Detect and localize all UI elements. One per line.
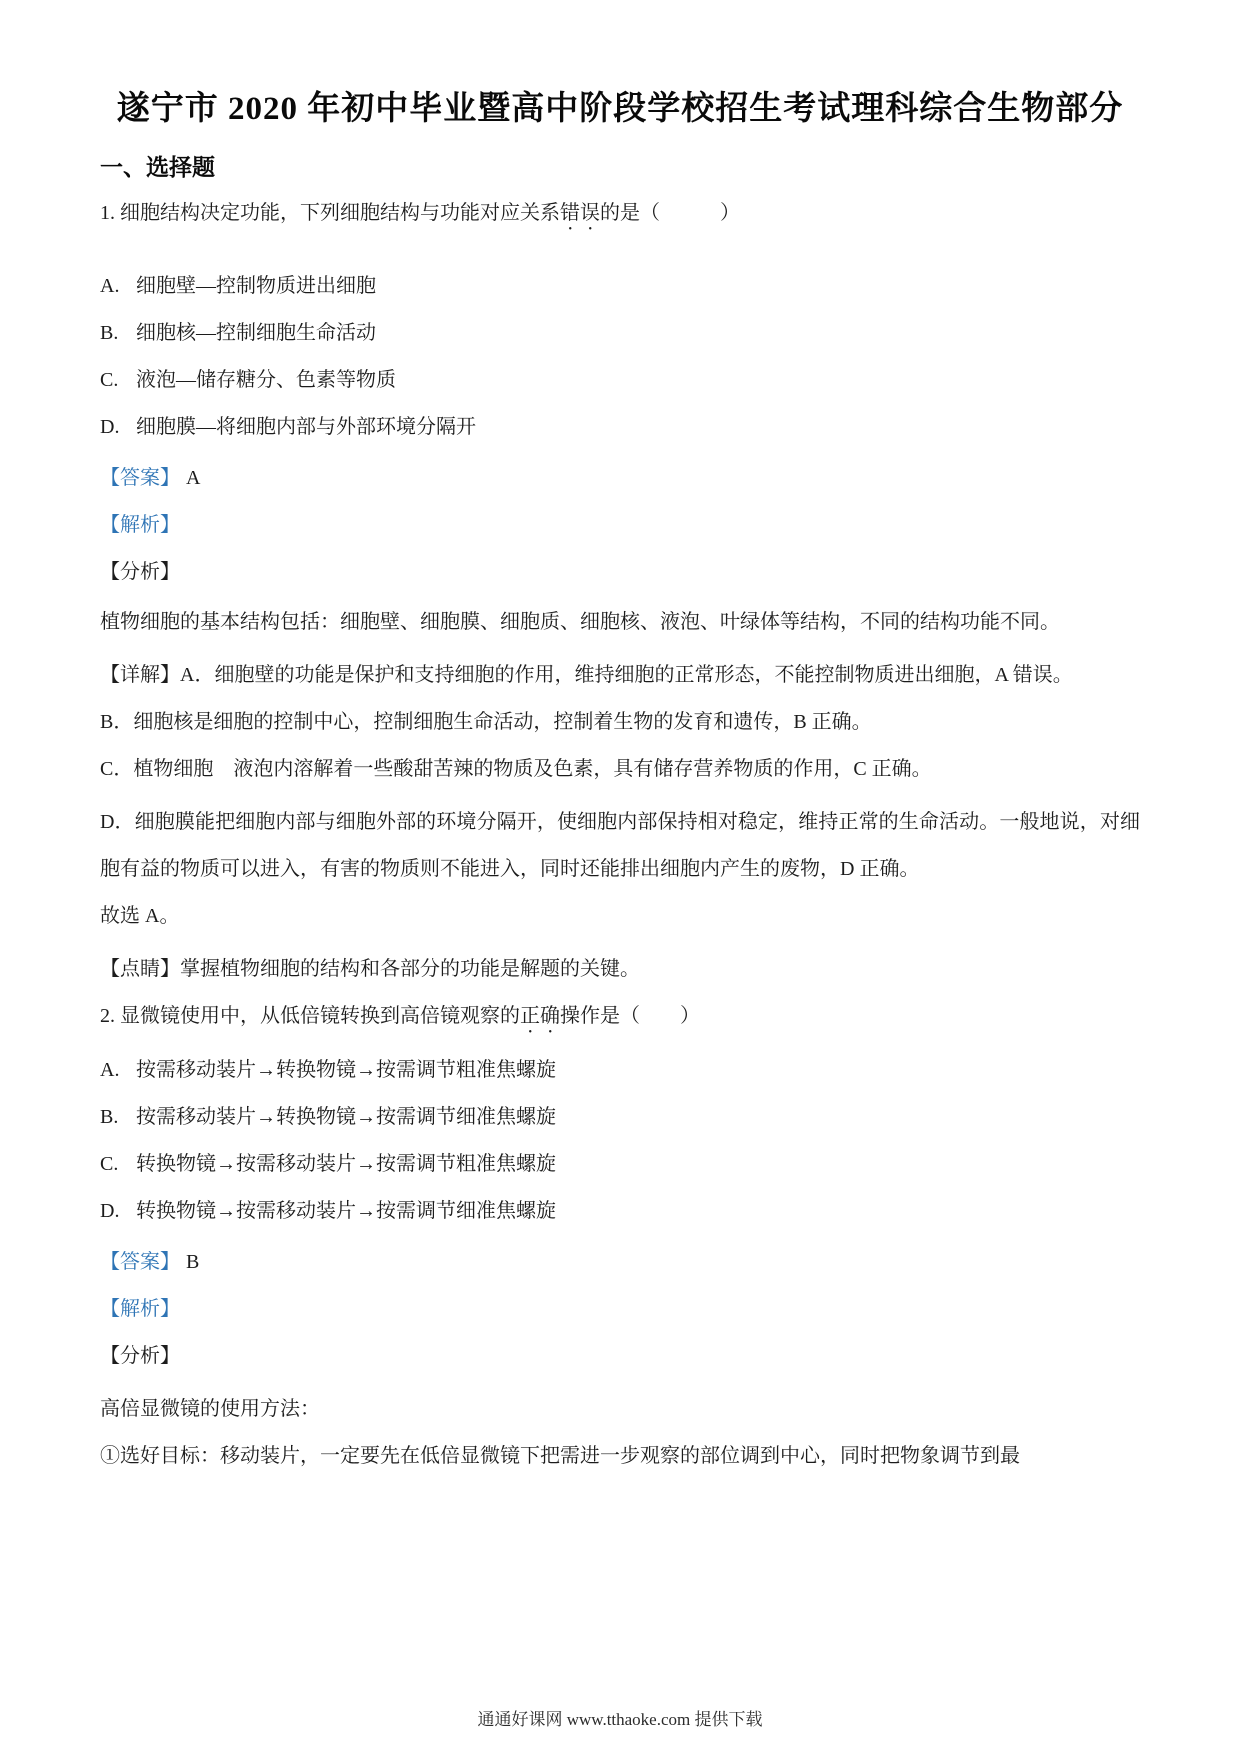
- option-label: A.: [100, 1059, 120, 1081]
- option-text: 按需移动装片→转换物镜→按需调节粗准焦螺旋: [136, 1059, 556, 1081]
- detail-text: A．细胞壁的功能是保护和支持细胞的作用，维持细胞的正常形态，不能控制物质进出细胞，A 错误。: [180, 664, 1073, 686]
- dianjing-tag: 【点睛】: [100, 958, 180, 980]
- section-heading: 一、选择题: [100, 155, 215, 180]
- jiexi-tag: 【解析】: [100, 1298, 180, 1320]
- fenxi-tag: 【分析】: [100, 1345, 180, 1367]
- answer-tag: 【答案】: [100, 467, 180, 489]
- question-1-option-b: [100, 310, 1140, 357]
- question-1-option-d: [100, 404, 1140, 451]
- question-2-fenxi-row: [100, 1333, 1140, 1380]
- option-text: 转换物镜→按需移动装片→按需调节细准焦螺旋: [136, 1200, 556, 1222]
- option-text: 细胞膜—将细胞内部与外部环境分隔开: [136, 416, 476, 438]
- question-1-option-c: [100, 357, 1140, 404]
- page-footer: 通通好课网 www.tthaoke.com 提供下载: [477, 1710, 763, 1729]
- page-title: 遂宁市 2020 年初中毕业暨高中阶段学校招生考试理科综合生物部分: [116, 91, 1124, 127]
- option-label: C.: [100, 369, 119, 391]
- question-2-option-d: [100, 1188, 1140, 1235]
- question-2-options: [100, 1047, 1140, 1235]
- question-1-fenxi-paragraph: 植物细胞的基本结构包括：细胞壁、细胞膜、细胞质、细胞核、液泡、叶绿体等结构，不同的结构功能不同。: [100, 611, 1060, 633]
- question-2-answer-row: [100, 1239, 1140, 1286]
- question-2-jiexi-row: [100, 1286, 1140, 1333]
- question-2-option-b: [100, 1094, 1140, 1141]
- question-1-detail-b: B．细胞核是细胞的控制中心，控制细胞生命活动，控制着生物的发育和遗传，B 正确。: [100, 711, 872, 733]
- option-label: A.: [100, 275, 120, 297]
- question-2-method-step1: ①选好目标：移动装片，一定要先在低倍显微镜下把需进一步观察的部位调到中心，同时把物象调节到最: [100, 1445, 1020, 1467]
- question-1-option-a: [100, 263, 1140, 310]
- question-1-dianjing-row: [100, 946, 1140, 993]
- dianjing-text: 掌握植物细胞的结构和各部分的功能是解题的关键。: [180, 958, 640, 980]
- option-text: 液泡—储存糖分、色素等物质: [136, 369, 396, 391]
- question-1-answer-row: [100, 455, 1140, 502]
- option-text: 细胞壁—控制物质进出细胞: [136, 275, 376, 297]
- question-1-stem: [100, 190, 1140, 237]
- question-1-stem-pre: 1. 细胞结构决定功能，下列细胞结构与功能对应关系: [100, 202, 560, 224]
- question-1-jiexi-row: [100, 502, 1140, 549]
- question-2-option-c: [100, 1141, 1140, 1188]
- option-label: D.: [100, 1200, 120, 1222]
- option-text: 按需移动装片→转换物镜→按需调节细准焦螺旋: [136, 1106, 556, 1128]
- question-2-stem-pre: 2. 显微镜使用中，从低倍镜转换到高倍镜观察的: [100, 1005, 520, 1027]
- answer-letter: B: [186, 1251, 200, 1273]
- question-2-stem-post: 操作是（ ）: [560, 1005, 700, 1027]
- question-1-stem-post: 的是（ ）: [600, 202, 740, 224]
- question-1-stem-emphasis: 错误: [560, 202, 600, 224]
- question-2-stem-emphasis: 正确: [520, 1005, 560, 1027]
- option-label: B.: [100, 322, 119, 344]
- answer-tag: 【答案】: [100, 1251, 180, 1273]
- question-1-detail-a: [100, 652, 1140, 699]
- question-2-stem: [100, 993, 1140, 1040]
- option-label: D.: [100, 416, 120, 438]
- option-label: C.: [100, 1153, 119, 1175]
- answer-letter: A: [186, 467, 201, 489]
- question-1-fenxi-row: [100, 549, 1140, 596]
- xiangjie-tag: 【详解】: [100, 664, 180, 686]
- option-text: 细胞核—控制细胞生命活动: [136, 322, 376, 344]
- question-2-method-intro: 高倍显微镜的使用方法：: [100, 1398, 320, 1420]
- question-2-option-a: [100, 1047, 1140, 1094]
- option-label: B.: [100, 1106, 119, 1128]
- option-text: 转换物镜→按需移动装片→按需调节粗准焦螺旋: [136, 1153, 556, 1175]
- question-1-conclusion: 故选 A。: [100, 905, 180, 927]
- question-1-options: [100, 263, 1140, 451]
- question-1-detail-c: C．植物细胞 液泡内溶解着一些酸甜苦辣的物质及色素，具有储存营养物质的作用，C 正确。: [100, 758, 932, 780]
- fenxi-tag: 【分析】: [100, 561, 180, 583]
- jiexi-tag: 【解析】: [100, 514, 180, 536]
- question-1-detail-d: D．细胞膜能把细胞内部与细胞外部的环境分隔开，使细胞内部保持相对稳定，维持正常的生命活动。一般地说，对细胞有益的物质可以进入，有害的物质则不能进入，同时还能排出细胞内产生的废物，D 正确。: [100, 811, 1140, 880]
